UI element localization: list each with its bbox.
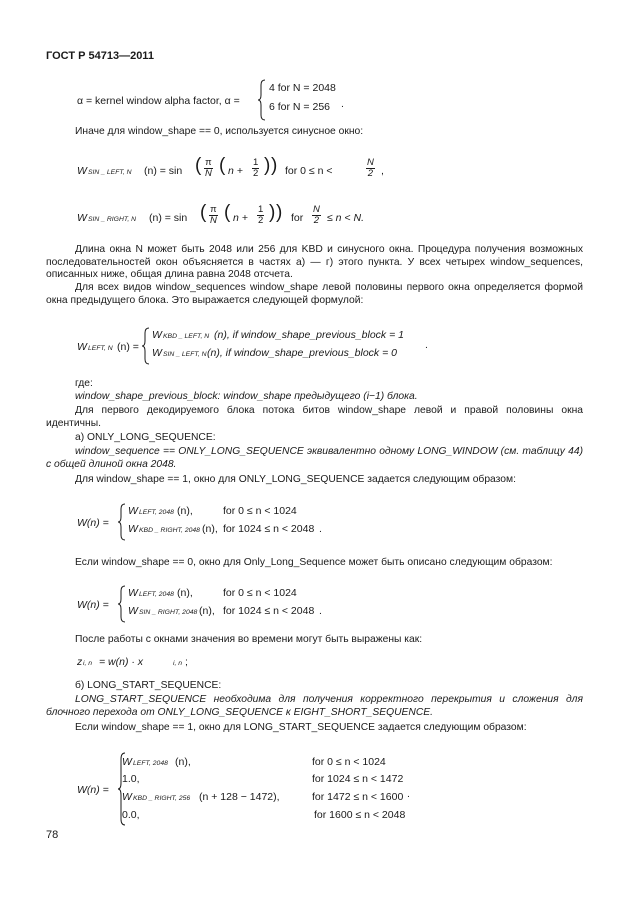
page-number: 78 [46,829,59,841]
where-label: где: [75,378,93,389]
alpha-lhs: α = kernel window alpha factor, α = [77,95,240,107]
alpha-end: . [341,98,344,110]
paragraph-only-long-shape0: Если window_shape == 0, окно для Only_Long_Sequence может быть описано следующим образом: [75,557,553,568]
paragraph-long-start-shape1: Если window_shape == 1, окно для LONG_START_SEQUENCE задается следующим образом: [75,722,527,733]
paragraph-only-long-shape1: Для window_shape == 1, окно для ONLY_LONG_SEQUENCE задается следующим образом: [75,474,516,485]
paragraph-first-block: Для первого декодируемого блока потока битов window_shape левой и правой половины окна идентичны. [46,405,583,429]
document-header: ГОСТ Р 54713—2011 [46,50,154,62]
section-a-heading: а) ONLY_LONG_SEQUENCE: [75,432,216,443]
sine-intro-text: Иначе для window_shape == 0, используется синусное окно: [75,126,364,137]
paragraph-window-length: Длина окна N может быть 2048 или 256 для KBD и синусного окна. Процедура получения возможных последовательностей окон объясняется в частях а) — г) этого пункта. У всех четырех window_sequences, описанных ниже, общая длина равна 2048 отсчета. [46,244,583,281]
section-b-heading: б) LONG_START_SEQUENCE: [75,680,222,691]
alpha-case-1: 4 for N = 2048 [269,82,336,94]
paragraph-window-shape: Для всех видов window_sequences window_shape левой половины первого окна определяется формой окна предыдущего блока. Это выражается следующей формулой: [46,282,583,306]
where-definition: window_shape_previous_block: window_shape предыдущего (i−1) блока. [75,391,418,402]
paragraph-long-start: LONG_START_SEQUENCE необходима для получения корректного перекрытия и сложения для блочного перехода от ONLY_LONG_SEQUENCE к EIGHT_SHORT_SEQUENCE. [46,694,583,718]
paragraph-only-long: window_sequence == ONLY_LONG_SEQUENCE эквивалентно одному LONG_WINDOW (см. таблицу 44) с общей длиной окна 2048. [46,446,583,470]
alpha-brace [257,79,267,121]
alpha-case-2: 6 for N = 256 [269,101,330,113]
paragraph-time-values: После работы с окнами значения во времени могут быть выражены как: [75,634,423,645]
